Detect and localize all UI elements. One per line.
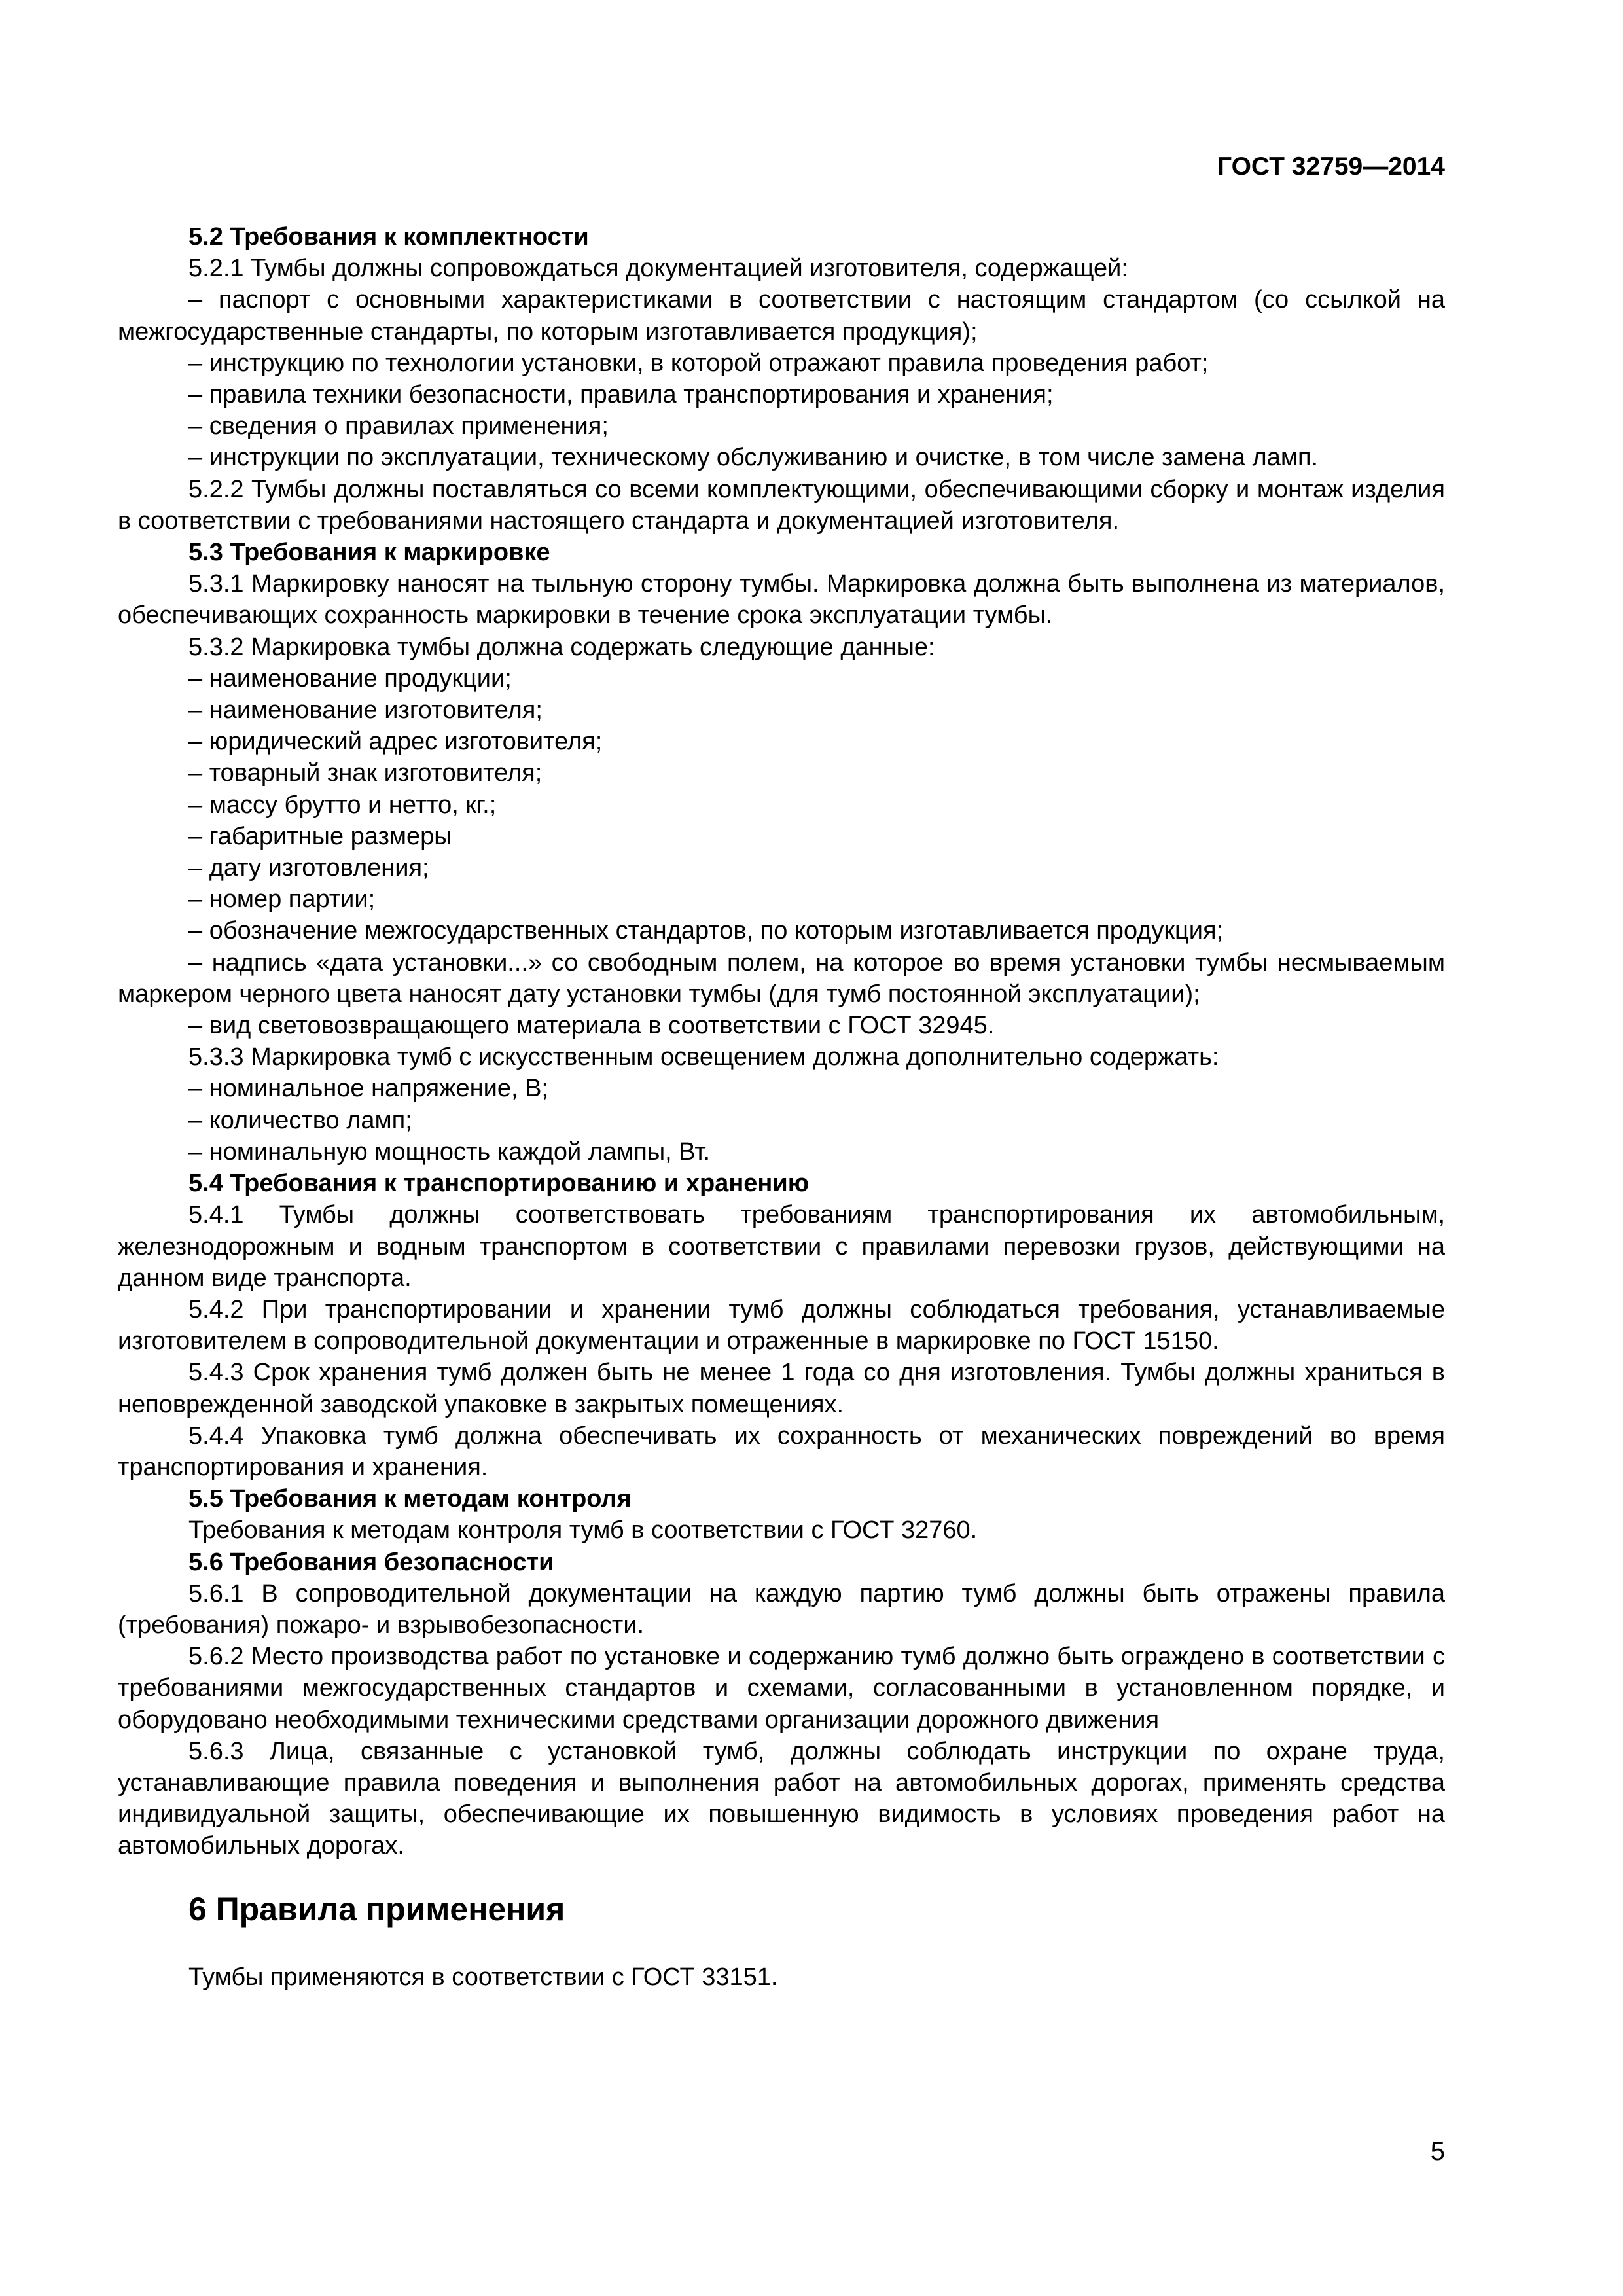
paragraph-5-2-2: 5.2.2 Тумбы должны поставляться со всеми комплектующими, обеспечивающими сборку и монтаж изделия в соответствии с требованиями настоящего стандарта и документацией изготовителя. <box>118 475 1445 535</box>
paragraph-5-4-1: 5.4.1 Тумбы должны соответствовать требованиям транспортирования их автомобильным, железнодорожным и водным транспортом в соответствии с правилами перевозки грузов, действующими на данном виде транспорта. <box>118 1201 1445 1292</box>
paragraph-6: Тумбы применяются в соответствии с ГОСТ 33151. <box>188 1963 778 1991</box>
paragraph-5-4-4: 5.4.4 Упаковка тумб должна обеспечивать их сохранность от механических повреждений во время транспортирования и хранения. <box>118 1422 1445 1481</box>
list-item: – номинальное напряжение, В; <box>118 1073 1445 1104</box>
document-body <box>118 221 1445 1993</box>
list-item: – правила техники безопасности, правила транспортирования и хранения; <box>118 379 1445 410</box>
list-item: – наименование изготовителя; <box>118 694 1445 726</box>
list-item: – обозначение межгосударственных стандартов, по которым изготавливается продукция; <box>118 915 1445 946</box>
section-heading-5-2: 5.2 Требования к комплектности <box>188 223 589 251</box>
list-item: – наименование продукции; <box>118 663 1445 694</box>
page-number: 5 <box>1430 2137 1445 2166</box>
list-item: – юридический адрес изготовителя; <box>118 726 1445 757</box>
list-item: – паспорт с основными характеристиками в соответствии с настоящим стандартом (со ссылкой на межгосударственные стандарты, по которым изготавливается продукция); <box>118 284 1445 347</box>
list-item: – номер партии; <box>118 884 1445 915</box>
list-item: – надпись «дата установки...» со свободным полем, на которое во время установки тумбы несмываемым маркером черного цвета наносят дату установки тумбы (для тумб постоянной эксплуатации); <box>118 947 1445 1010</box>
paragraph-5-2-1: 5.2.1 Тумбы должны сопровождаться документацией изготовителя, содержащей: <box>188 255 1128 283</box>
list-item: – дату изготовления; <box>118 852 1445 884</box>
section-heading-5-6: 5.6 Требования безопасности <box>188 1548 554 1576</box>
section-heading-5-3: 5.3 Требования к маркировке <box>188 539 550 567</box>
paragraph-5-3-1: 5.3.1 Маркировку наносят на тыльную сторону тумбы. Маркировка должна быть выполнена из материалов, обеспечивающих сохранность маркировки в течение срока эксплуатации тумбы. <box>118 570 1445 630</box>
list-item: – массу брутто и нетто, кг.; <box>118 789 1445 821</box>
paragraph-5-3-2: 5.3.2 Маркировка тумбы должна содержать следующие данные: <box>188 633 935 661</box>
section-heading-5-5: 5.5 Требования к методам контроля <box>188 1485 632 1513</box>
paragraph-5-4-2: 5.4.2 При транспортировании и хранении тумб должны соблюдаться требования, устанавливаемые изготовителем в сопроводительной документации и отраженные в маркировке по ГОСТ 15150. <box>118 1295 1445 1355</box>
document-code: ГОСТ 32759—2014 <box>1217 152 1445 181</box>
list-item: – количество ламп; <box>118 1105 1445 1136</box>
list-item: – инструкцию по технологии установки, в которой отражают правила проведения работ; <box>118 348 1445 379</box>
section-heading-5-4: 5.4 Требования к транспортированию и хранению <box>188 1170 810 1198</box>
paragraph-5-6-1: 5.6.1 В сопроводительной документации на каждую партию тумб должны быть отражены правила (требования) пожаро- и взрывобезопасности. <box>118 1579 1445 1639</box>
list-item: – вид световозвращающего материала в соответствии с ГОСТ 32945. <box>118 1010 1445 1041</box>
list-item: – инструкции по эксплуатации, техническому обслуживанию и очистке, в том числе замена ламп. <box>118 442 1445 473</box>
chapter-heading-6: 6 Правила применения <box>188 1890 565 1928</box>
paragraph-5-6-3: 5.6.3 Лица, связанные с установкой тумб, должны соблюдать инструкции по охране труда, устанавливающие правила поведения и выполнения работ на автомобильных дорогах, применять средства индивидуальной защиты, обеспечивающие их повышенную видимость в условиях проведения работ на автомобильных дорогах. <box>118 1737 1445 1860</box>
paragraph-5-6-2: 5.6.2 Место производства работ по установке и содержанию тумб должно быть ограждено в соответствии с требованиями межгосударственных стандартов и схемами, согласованными в установленном порядке, и оборудовано необходимыми техническими средствами организации дорожного движения <box>118 1643 1445 1734</box>
list-item: – товарный знак изготовителя; <box>118 757 1445 789</box>
paragraph-5-4-3: 5.4.3 Срок хранения тумб должен быть не менее 1 года со дня изготовления. Тумбы должны храниться в неповрежденной заводской упаковке в закрытых помещениях. <box>118 1359 1445 1418</box>
list-item: – габаритные размеры <box>118 821 1445 852</box>
paragraph-5-3-3: 5.3.3 Маркировка тумб с искусственным освещением должна дополнительно содержать: <box>188 1043 1219 1071</box>
list-item: – номинальную мощность каждой лампы, Вт. <box>118 1136 1445 1168</box>
list-item: – сведения о правилах применения; <box>118 410 1445 442</box>
paragraph-5-5: Требования к методам контроля тумб в соответствии с ГОСТ 32760. <box>188 1516 978 1545</box>
